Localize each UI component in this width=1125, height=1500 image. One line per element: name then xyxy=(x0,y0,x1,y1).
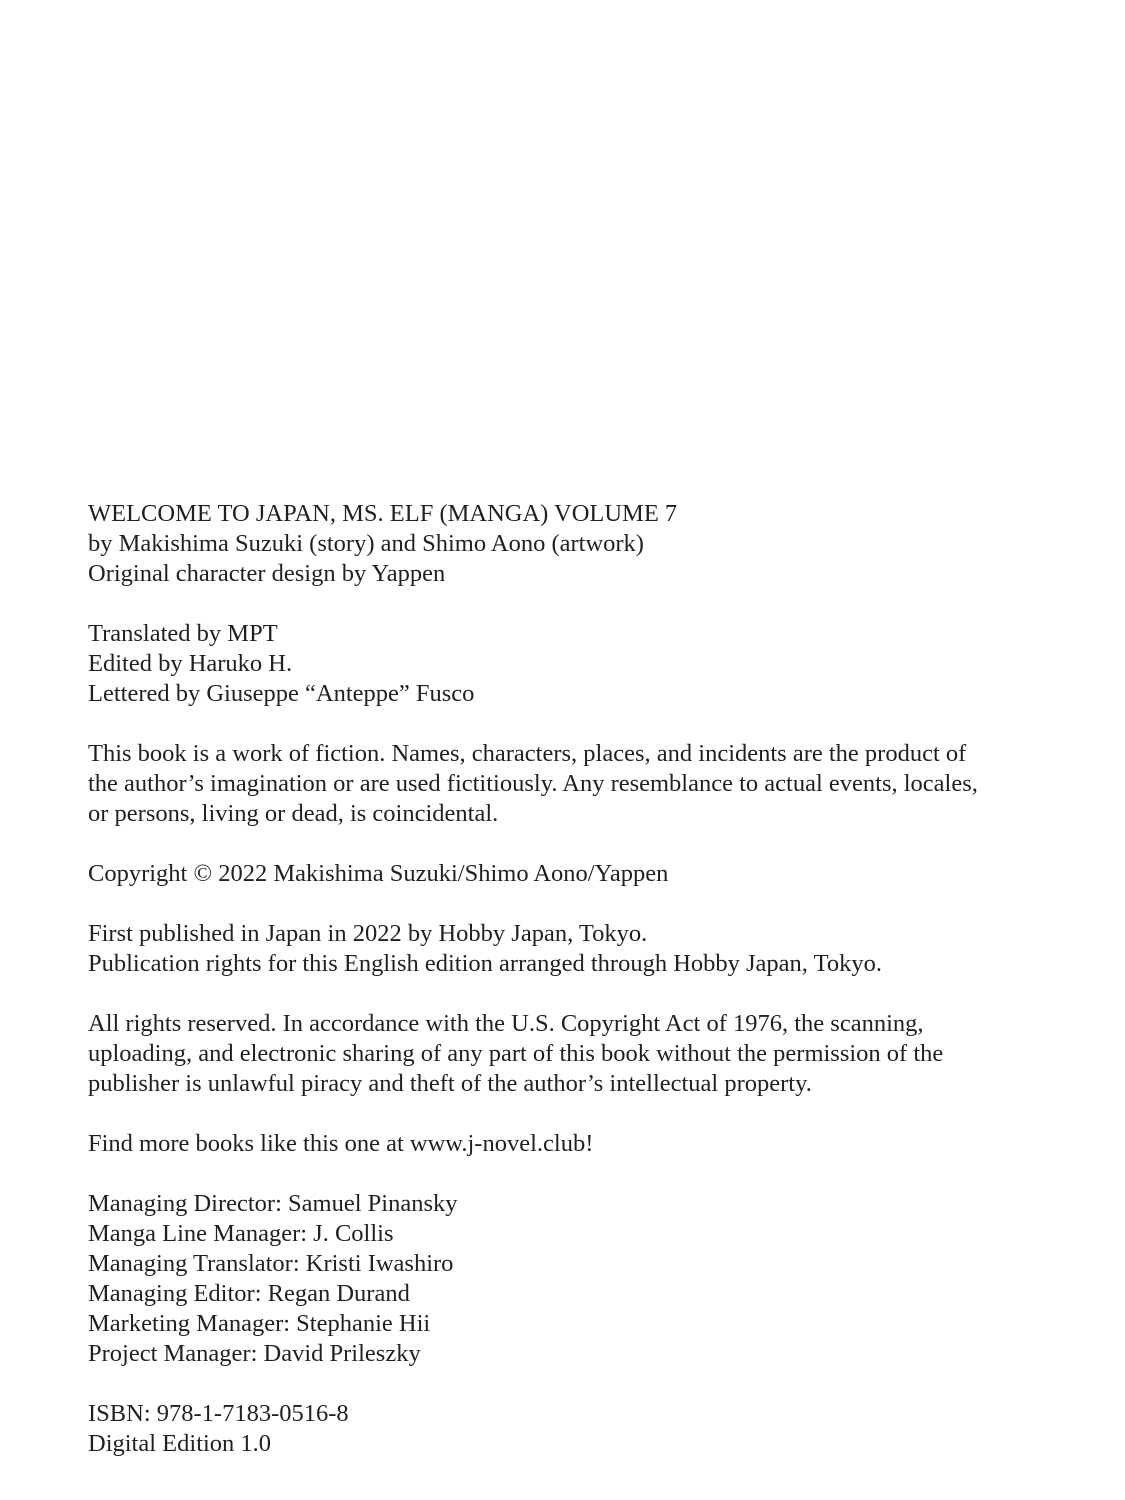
disclaimer-paragraph xyxy=(88,739,1088,829)
book-title: WELCOME TO JAPAN, MS. ELF (MANGA) VOLUME 7 xyxy=(88,500,678,527)
copyright-text-block xyxy=(88,499,1088,1459)
disclaimer-line: the author’s imagination or are used fictitiously. Any resemblance to actual events, locales, xyxy=(88,770,978,797)
disclaimer-line: This book is a work of fiction. Names, characters, places, and incidents are the product of xyxy=(88,740,967,767)
character-design-credit: Original character design by Yappen xyxy=(88,560,446,587)
letterer-credit: Lettered by Giuseppe “Anteppe” Fusco xyxy=(88,680,475,707)
staff-line: Managing Translator: Kristi Iwashiro xyxy=(88,1250,454,1277)
publication-paragraph xyxy=(88,919,1088,979)
staff-line: Managing Director: Samuel Pinansky xyxy=(88,1190,458,1217)
title-paragraph xyxy=(88,499,1088,589)
credits-paragraph xyxy=(88,619,1088,709)
publication-line: Publication rights for this English edition arranged through Hobby Japan, Tokyo. xyxy=(88,950,882,977)
staff-line: Managing Editor: Regan Durand xyxy=(88,1280,410,1307)
copyright-notice: Copyright © 2022 Makishima Suzuki/Shimo Aono/Yappen xyxy=(88,860,669,887)
translator-credit: Translated by MPT xyxy=(88,620,278,647)
rights-line: uploading, and electronic sharing of any part of this book without the permission of the xyxy=(88,1040,944,1067)
staff-line: Marketing Manager: Stephanie Hii xyxy=(88,1310,431,1337)
rights-line: publisher is unlawful piracy and theft of the author’s intellectual property. xyxy=(88,1070,812,1097)
author-credit: by Makishima Suzuki (story) and Shimo Aono (artwork) xyxy=(88,530,644,557)
edition-version: Digital Edition 1.0 xyxy=(88,1430,272,1457)
disclaimer-line: or persons, living or dead, is coincidental. xyxy=(88,800,499,827)
copyright-paragraph xyxy=(88,859,1088,889)
promo-paragraph xyxy=(88,1129,1088,1159)
staff-line: Manga Line Manager: J. Collis xyxy=(88,1220,394,1247)
staff-line: Project Manager: David Prileszky xyxy=(88,1340,421,1367)
rights-paragraph xyxy=(88,1009,1088,1099)
editor-credit: Edited by Haruko H. xyxy=(88,650,293,677)
staff-paragraph xyxy=(88,1189,1088,1369)
promo-line: Find more books like this one at www.j-novel.club! xyxy=(88,1130,594,1157)
edition-paragraph xyxy=(88,1399,1088,1459)
publication-line: First published in Japan in 2022 by Hobby Japan, Tokyo. xyxy=(88,920,648,947)
rights-line: All rights reserved. In accordance with the U.S. Copyright Act of 1976, the scanning, xyxy=(88,1010,924,1037)
isbn: ISBN: 978-1-7183-0516-8 xyxy=(88,1400,349,1427)
